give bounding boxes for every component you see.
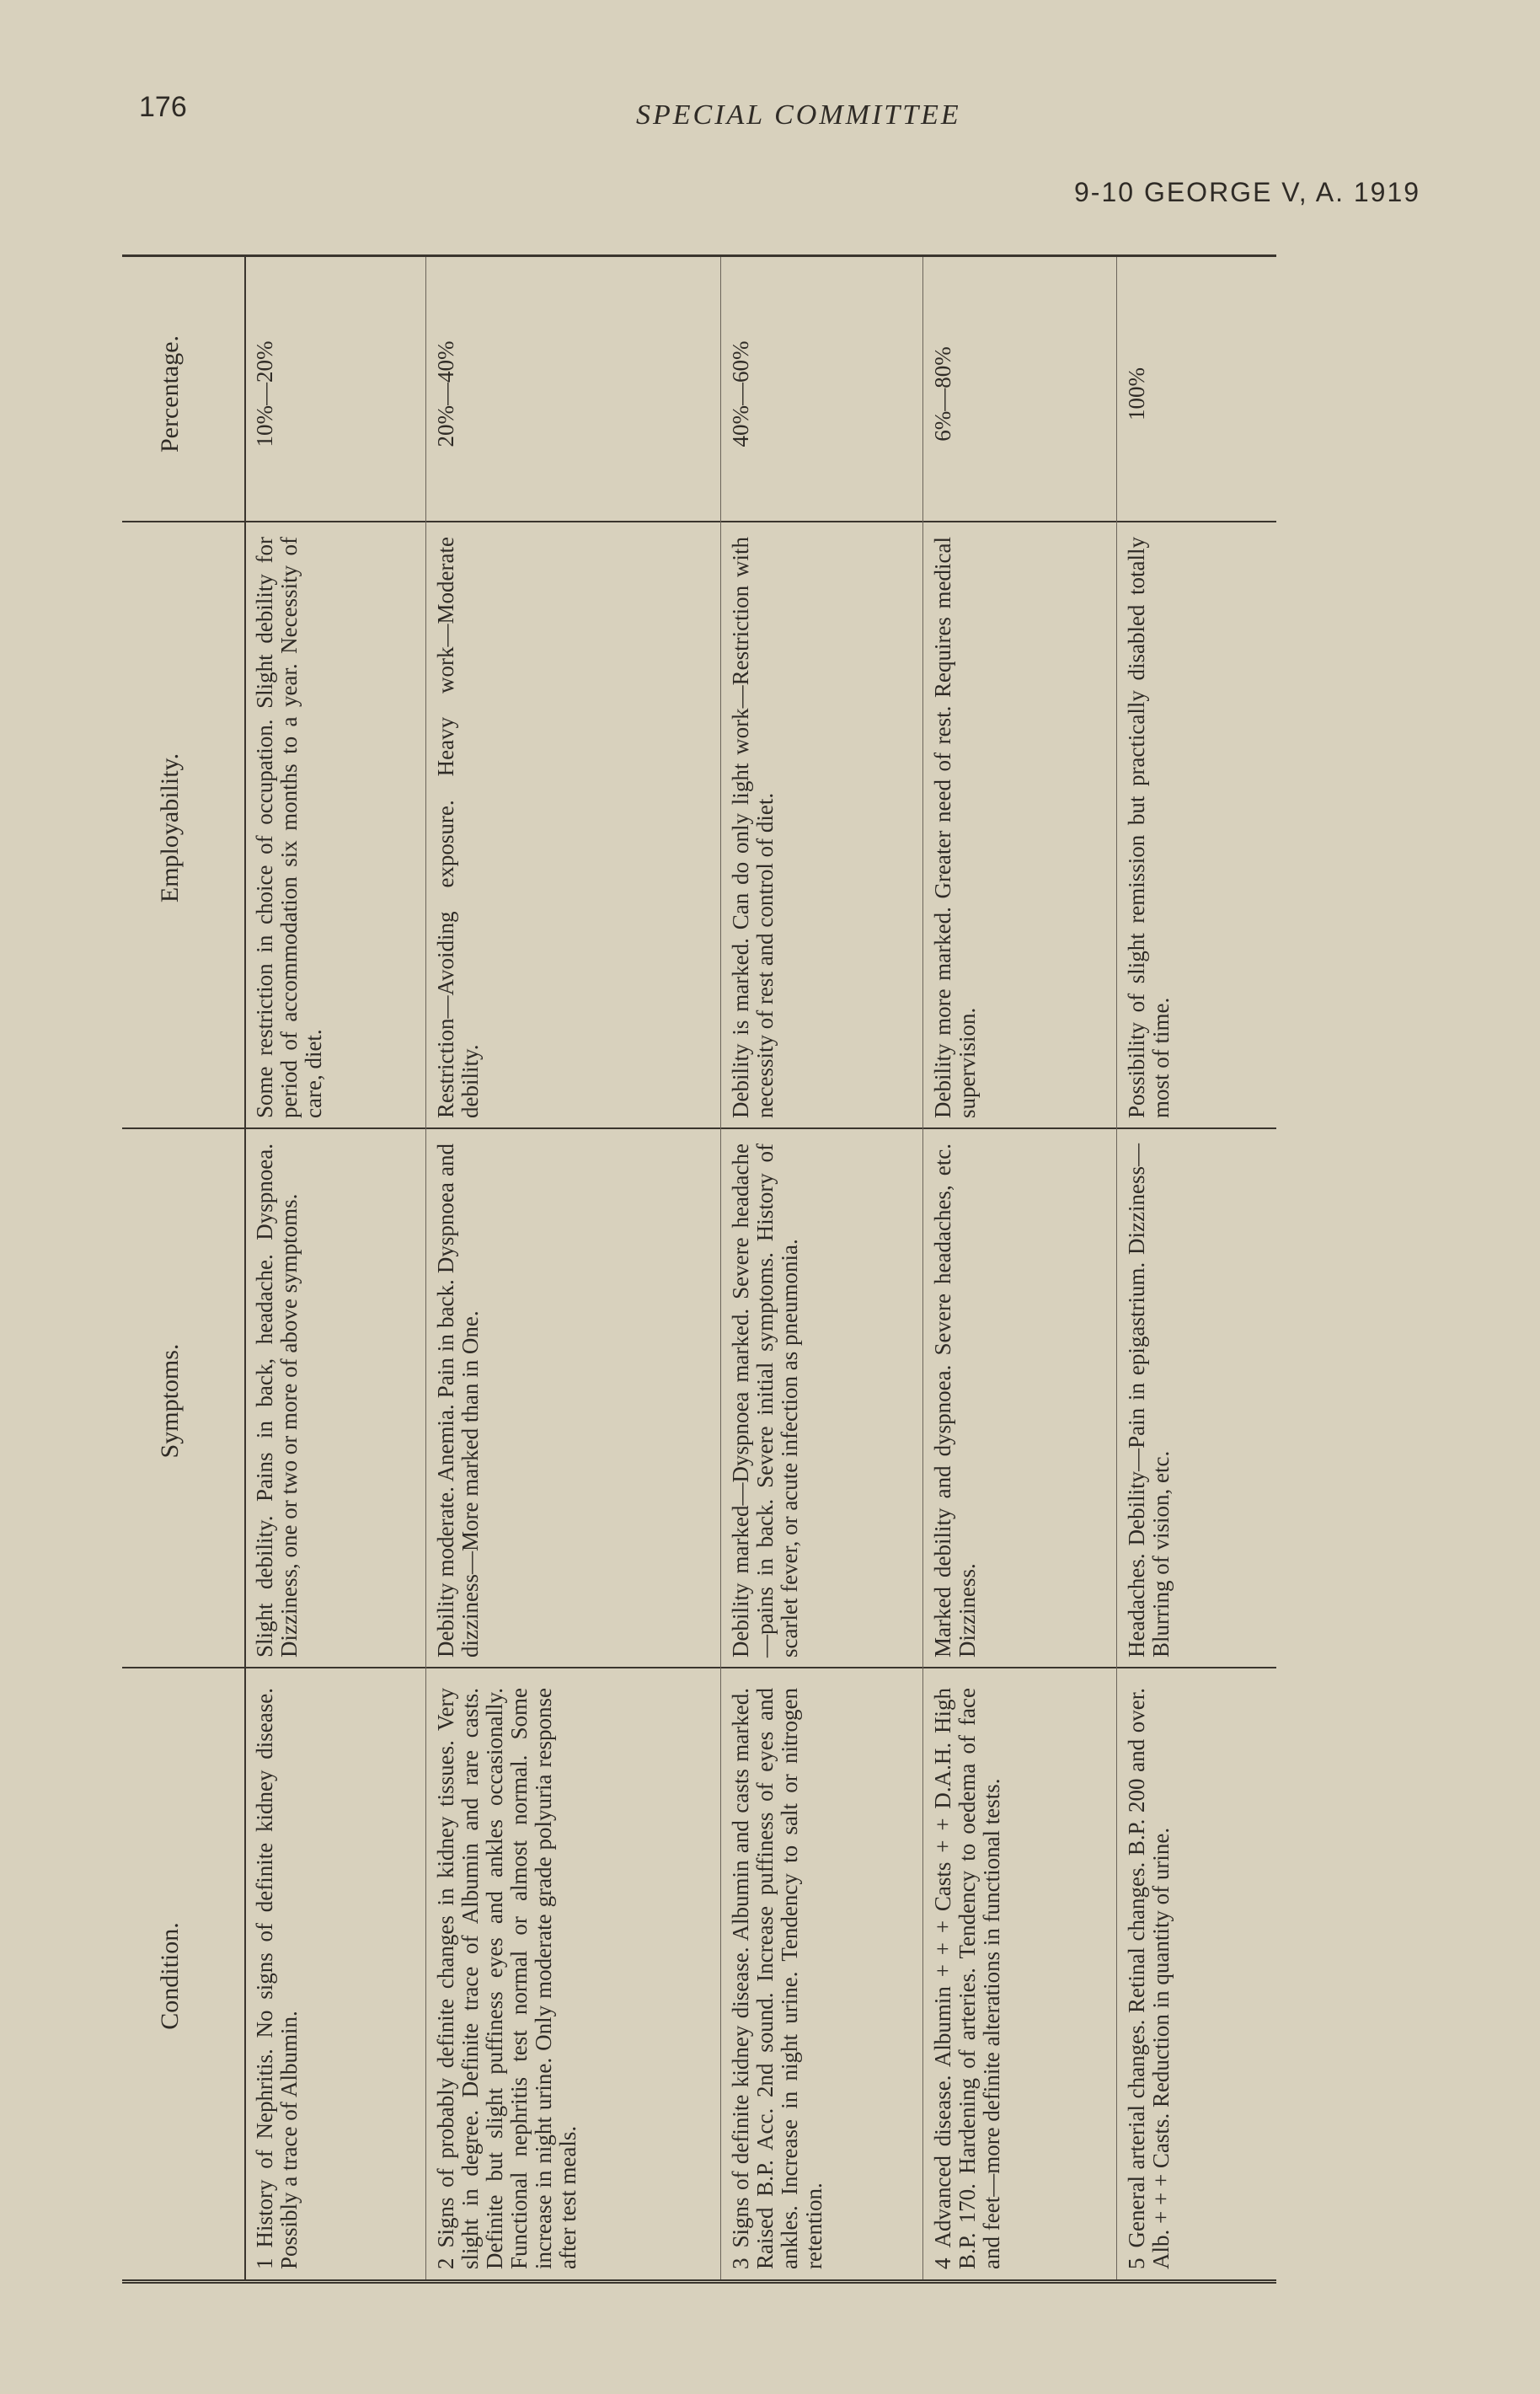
condition-cell bbox=[434, 1688, 580, 2269]
percentage-cell: 10%—20% bbox=[252, 340, 277, 447]
percentage-cell: 20%—40% bbox=[433, 340, 458, 447]
running-head: SPECIAL COMMITTEE bbox=[636, 99, 961, 131]
table-row bbox=[1116, 257, 1276, 2279]
header-symptoms: Symptoms. bbox=[156, 1343, 184, 1459]
header-employability: Employability. bbox=[156, 752, 184, 903]
row-number: 1 bbox=[252, 2257, 277, 2269]
symptoms-cell: Slight debility. Pains in back, headache. Dyspnoea. Dizziness, one or two or more of above symptoms. bbox=[252, 1143, 302, 1658]
condition-cell bbox=[253, 1688, 302, 2269]
employability-cell: Debility more marked. Greater need of rest. Requires medical supervision. bbox=[930, 537, 980, 1118]
table-row bbox=[425, 257, 721, 2279]
table-row bbox=[922, 257, 1117, 2279]
row-number: 5 bbox=[1124, 2257, 1149, 2269]
table-row bbox=[720, 257, 923, 2279]
condition-cell bbox=[931, 1688, 1004, 2269]
page-number: 176 bbox=[139, 91, 187, 123]
employability-cell: Restriction—Avoiding exposure. Heavy work—Moderate debility. bbox=[433, 537, 483, 1118]
employability-cell: Debility is marked. Can do only light work—Restriction with necessity of rest and control of diet. bbox=[728, 537, 778, 1118]
header-percentage: Percentage. bbox=[156, 335, 184, 453]
condition-text: Signs of probably definite changes in kidney tissues. Very slight in degree. Definite trace of Albumin and rare casts. Definite but slight puffiness eyes and ankles occasionally. Functional nephritis test normal or almost normal. Some increase in night urine. Only moderate grade polyuria response after test meals. bbox=[433, 1688, 580, 2269]
header-condition: Condition. bbox=[156, 1922, 184, 2030]
percentage-cell: 6%—80% bbox=[930, 346, 955, 442]
percentage-cell: 40%—60% bbox=[728, 340, 753, 447]
row-number: 2 bbox=[433, 2257, 458, 2269]
condition-text: History of Nephritis. No signs of definite kidney disease. Possibly a trace of Albumin. bbox=[252, 1688, 302, 2269]
table-row bbox=[244, 257, 426, 2279]
disability-table bbox=[122, 254, 1276, 2284]
symptoms-cell: Headaches. Debility—Pain in epigastrium. Dizziness—Blurring of vision, etc. bbox=[1124, 1143, 1174, 1658]
table-header bbox=[122, 257, 246, 2279]
condition-text: Signs of definite kidney disease. Albumin and casts marked. Raised B.P. Acc. 2nd sound. Increase puffiness of eyes and ankles. Increase in night urine. Tendency to salt or nitrogen retention. bbox=[728, 1688, 826, 2269]
symptoms-cell: Marked debility and dyspnoea. Severe headaches, etc. Dizziness. bbox=[930, 1143, 980, 1658]
employability-cell: Some restriction in choice of occupation. Slight debility for period of accommodation six months to a year. Necessity of care, diet. bbox=[252, 537, 326, 1118]
employability-cell: Possibility of slight remission but practically disabled totally most of time. bbox=[1124, 537, 1174, 1118]
condition-text: General arterial changes. Retinal changes. B.P. 200 and over. Alb. + + + Casts. Reduction in quantity of urine. bbox=[1124, 1688, 1174, 2269]
rotated-table bbox=[122, 261, 1276, 2284]
condition-cell bbox=[729, 1688, 826, 2269]
condition-cell bbox=[1125, 1688, 1174, 2269]
symptoms-cell: Debility marked—Dyspnoea marked. Severe headache—pains in back. Severe initial symptoms. History of scarlet fever, or acute infection as pneumonia. bbox=[728, 1143, 802, 1658]
session-label: 9-10 GEORGE V, A. 1919 bbox=[1074, 177, 1421, 207]
condition-text: Advanced disease. Albumin + + + Casts + + D.A.H. High B.P. 170. Hardening of arteries. Tendency to oedema of face and feet—more definite alterations in functional tests. bbox=[930, 1688, 1004, 2269]
row-number: 4 bbox=[930, 2257, 955, 2269]
percentage-cell: 100% bbox=[1124, 367, 1149, 420]
symptoms-cell: Debility moderate. Anemia. Pain in back. Dyspnoea and dizziness—More marked than in One. bbox=[433, 1143, 483, 1658]
row-number: 3 bbox=[728, 2257, 753, 2269]
